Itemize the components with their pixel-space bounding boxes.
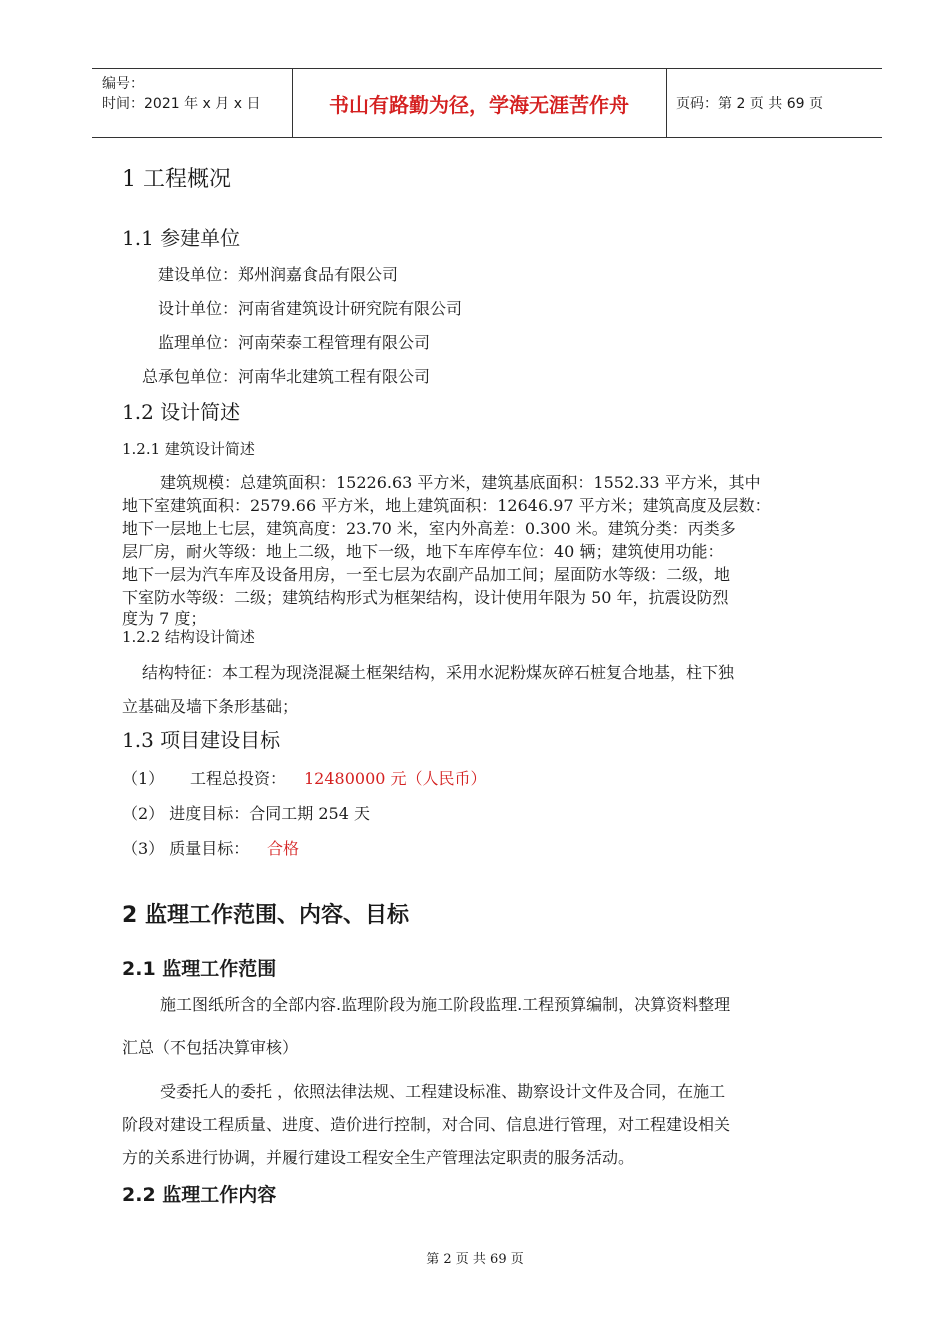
arch-line: 度为 7 度； [122, 609, 207, 628]
goal-3-value: 合格 [267, 839, 300, 858]
goal-1-label: 工程总投资： [190, 769, 287, 788]
page-footer: 第 2 页 共 69 页 [426, 1252, 524, 1267]
header-motto: 书山有路勤为径，学海无涯苦作舟 [292, 69, 667, 137]
arch-line: 地下一层为汽车库及设备用房，一至七层为农副产品加工间；屋面防水等级：二级，地 [122, 565, 731, 584]
page-header [92, 68, 882, 138]
entrust-line: 阶段对建设工程质量、进度、造价进行控制，对合同、信息进行管理，对工程建设相关 [122, 1115, 731, 1134]
entrust-line: 方的关系进行协调，并履行建设工程安全生产管理法定职责的服务活动。 [122, 1148, 635, 1167]
goal-1-value: 12480000 元（人民币） [304, 769, 487, 788]
arch-line: 层厂房，耐火等级：地上二级，地下一级，地下车库停车位：40 辆；建筑使用功能： [122, 542, 724, 561]
goal-1-number: （1） [122, 769, 165, 788]
section-1-3-title: 1.3 项目建设目标 [122, 728, 281, 752]
section-2-title: 2 监理工作范围、内容、目标 [122, 903, 409, 928]
arch-line: 建筑规模：总建筑面积：15226.63 平方米，建筑基底面积：1552.33 平方米，其中 [160, 473, 761, 492]
entrust-line: 受委托人的委托 ，依照法律法规、工程建设标准、勘察设计文件及合同，在施工 [160, 1082, 726, 1101]
id-label: 编号： [102, 76, 144, 92]
scope-line: 施工图纸所含的全部内容.监理阶段为施工阶段监理.工程预算编制，决算资料整理 [160, 995, 731, 1014]
header-page-info: 页码：第 2 页 共 69 页 [676, 96, 823, 112]
unit-designer: 设计单位：河南省建筑设计研究院有限公司 [158, 299, 463, 318]
goal-3-label: （3） 质量目标： [122, 839, 250, 858]
unit-contractor: 总承包单位：河南华北建筑工程有限公司 [142, 367, 431, 386]
time-label: 时间：2021 年 x 月 x 日 [102, 96, 261, 112]
section-2-1-title: 2.1 监理工作范围 [122, 958, 277, 980]
section-2-2-title: 2.2 监理工作内容 [122, 1184, 277, 1206]
arch-line: 地下室建筑面积：2579.66 平方米，地上建筑面积：12646.97 平方米；建筑高度及层数： [122, 496, 771, 515]
scope-line: 汇总（不包括决算审核） [122, 1038, 299, 1057]
header-meta [92, 69, 293, 137]
struct-line: 结构特征：本工程为现浇混凝土框架结构，采用水泥粉煤灰碎石桩复合地基，柱下独 [142, 663, 735, 682]
arch-line: 地下一层地上七层，建筑高度：23.70 米，室内外高差：0.300 米。建筑分类：丙类多 [122, 519, 736, 538]
section-1-1-title: 1.1 参建单位 [122, 226, 241, 250]
section-1-2-2-title: 1.2.2 结构设计简述 [122, 628, 255, 646]
unit-supervisor: 监理单位：河南荣泰工程管理有限公司 [158, 333, 431, 352]
arch-line: 下室防水等级：二级；建筑结构形式为框架结构，设计使用年限为 50 年，抗震设防烈 [122, 588, 729, 607]
unit-owner: 建设单位：郑州润嘉食品有限公司 [158, 265, 399, 284]
struct-line: 立基础及墙下条形基础； [122, 697, 299, 716]
section-1-title: 1 工程概况 [122, 167, 231, 192]
goal-2: （2） 进度目标：合同工期 254 天 [122, 804, 370, 823]
section-1-2-1-title: 1.2.1 建筑设计简述 [122, 440, 255, 458]
section-1-2-title: 1.2 设计简述 [122, 400, 241, 424]
